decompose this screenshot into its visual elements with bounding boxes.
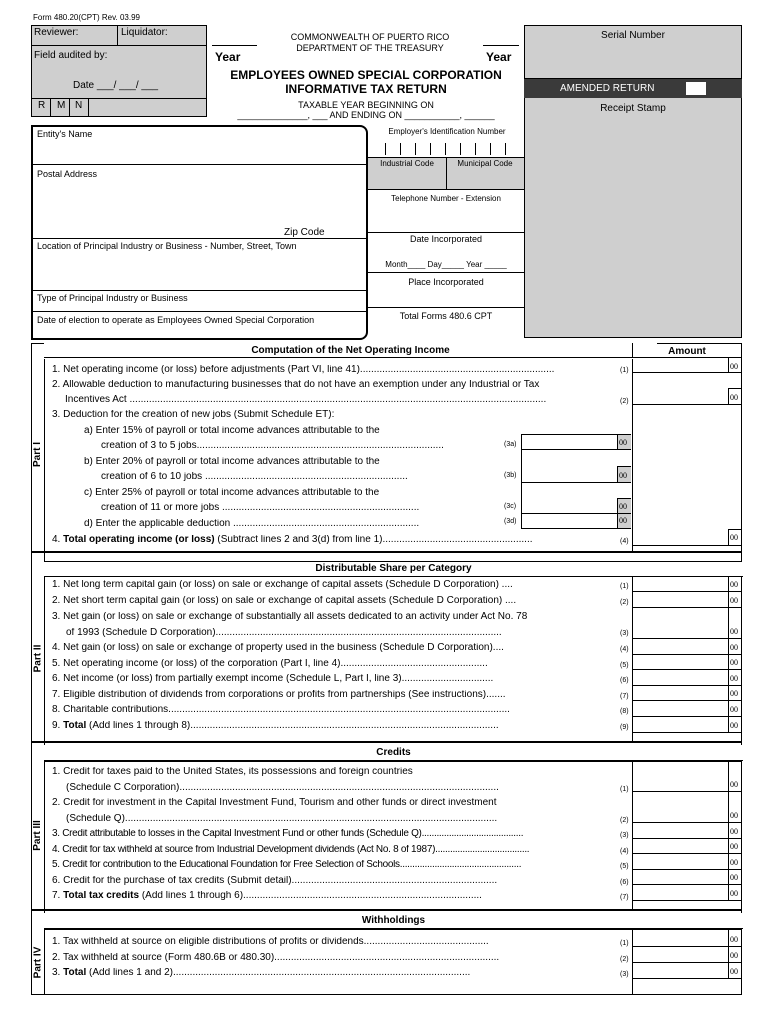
part1-amt1-cents: 00 (730, 362, 738, 371)
part1-3b-field[interactable] (521, 450, 631, 483)
part1-ref1: (1) (620, 367, 629, 374)
date-election-label: Date of election to operate as Employees Owned Special Corporation (37, 315, 315, 325)
month-day-year: Month____ Day_____ Year _____ (385, 260, 507, 269)
part3-line4: 4. Credit for tax withheld at source from Industrial Development dividends (Act No. 8 of 1987)...................................... (52, 845, 530, 855)
part1-ref3b: (3b) (504, 472, 517, 479)
part2-ref5: (5) (620, 662, 629, 669)
part4-line1: 1. Tax withheld at source on eligible distributions of profits or dividends............................................. (52, 937, 489, 947)
part2-ref9: (9) (620, 724, 629, 731)
part2-amount-2[interactable] (633, 592, 727, 607)
part4-amount-3-cents: 00 (730, 967, 738, 976)
part1-ref3c: (3c) (504, 503, 517, 510)
part2-ref7: (7) (620, 693, 629, 700)
part1-line3c1: c) Enter 25% of payroll or total income advances attributable to the (84, 488, 380, 498)
part1-amt4[interactable] (633, 530, 727, 544)
part3-ref3: (3) (620, 832, 629, 839)
part2-line7: 7. Eligible distribution of dividends from corporations or profits from partnerships (See instructions)....... (52, 690, 506, 700)
part2-line8: 8. Charitable contributions........................................................................................................................... (52, 705, 510, 715)
part2-amount-7[interactable] (633, 686, 727, 700)
part3-line1b: (Schedule C Corporation)................................................................................................................... (66, 783, 499, 793)
place-incorporated-label: Place Incorporated (408, 277, 484, 287)
part1-line3d: d) Enter the applicable deduction ................................................................... (84, 519, 420, 529)
part1-side-label: Part I (32, 441, 44, 467)
liquidator-label: Liquidator: (121, 27, 168, 38)
part1-amt4-cents: 00 (730, 533, 738, 542)
part3-amount-3-cents: 00 (730, 827, 738, 836)
part2-amount-2-cents: 00 (730, 596, 738, 605)
year-left: Year (215, 50, 241, 64)
location-label: Location of Principal Industry or Business - Number, Street, Town (37, 241, 297, 251)
r-label: R (38, 100, 46, 111)
taxable-year-dates: ______________, ___ AND ENDING ON ___________, ______ (237, 110, 495, 120)
part3-amount-4-cents: 00 (730, 842, 738, 851)
part1-3a-cents: 00 (619, 438, 627, 447)
part3-amount-7[interactable] (633, 885, 727, 900)
part2-line6: 6. Net income (or loss) from partially exempt income (Schedule L, Part I, line 3)................................. (52, 674, 494, 684)
department-label: DEPARTMENT OF THE TREASURY (296, 43, 444, 53)
part4-ref1: (1) (620, 940, 629, 947)
part2-line5: 5. Net operating income (or loss) of the corporation (Part I, line 4)..................................................... (52, 659, 488, 669)
part2-side-label: Part II (32, 644, 44, 672)
part3-amount-7-cents: 00 (730, 889, 738, 898)
part2-line3a: 3. Net gain (or loss) on sale or exchange of substantially all assets dedicated to an activity under Act No. 78 (52, 612, 528, 622)
part3-title: Credits (44, 745, 743, 761)
part2-amount-1[interactable] (633, 576, 727, 591)
part3-line6: 6. Credit for the purchase of tax credits (Submit detail).......................................................................... (52, 876, 498, 886)
part2-line9: 9. Total (Add lines 1 through 8)............................................................................................................... (52, 721, 499, 731)
part2-amount-1-cents: 00 (730, 580, 738, 589)
part2-amount-3-cents: 00 (730, 627, 738, 636)
zip-code-label: Zip Code (284, 227, 325, 238)
reviewer-label: Reviewer: (34, 27, 79, 38)
part1-line3b2: creation of 6 to 10 jobs ......................................................................... (101, 472, 408, 482)
part2-amount-5-cents: 00 (730, 658, 738, 667)
part2-line1: 1. Net long term capital gain (or loss) on sale or exchange of capital assets (Schedule D Corporation) .... (52, 580, 513, 590)
part2-amount-4[interactable] (633, 639, 727, 654)
part4-line2: 2. Tax withheld at source (Form 480.6B or 480.30)................................................................................. (52, 953, 500, 963)
part2-ref4: (4) (620, 646, 629, 653)
amended-return-label: AMENDED RETURN (560, 83, 655, 94)
telephone-field[interactable] (370, 206, 522, 231)
part3-ref5: (5) (620, 863, 629, 870)
part3-amount-1[interactable] (633, 761, 727, 791)
part3-amount-5[interactable] (633, 854, 727, 869)
part1-ref3d: (3d) (504, 518, 517, 525)
telephone-label: Telephone Number - Extension (391, 194, 501, 203)
part3-amount-5-cents: 00 (730, 858, 738, 867)
part1-3c-cents: 00 (619, 502, 627, 511)
industrial-code-label: Industrial Code (380, 159, 434, 168)
part2-amount-5[interactable] (633, 655, 727, 669)
part3-amount-3[interactable] (633, 823, 727, 838)
part3-line5: 5. Credit for contribution to the Educational Foundation for Free Selection of Schools................................................. (52, 860, 522, 870)
part1-ref2: (2) (620, 398, 629, 405)
date-label: Date ___/ ___/ ___ (73, 80, 159, 91)
date-incorporated-label: Date Incorporated (409, 234, 483, 244)
part2-line4: 4. Net gain (or loss) on sale or exchange of property used in the business (Schedule D Corporation).... (52, 643, 504, 653)
part3-amount-6-cents: 00 (730, 873, 738, 882)
part1-line3b1: b) Enter 20% of payroll or total income advances attributable to the (84, 457, 380, 467)
form-subtitle: INFORMATIVE TAX RETURN (285, 82, 447, 96)
employer-id-label: Employer's Identification Number (388, 127, 506, 136)
part1-line3a1: a) Enter 15% of payroll or total income advances attributable to the (84, 426, 380, 436)
part4-ref3: (3) (620, 971, 629, 978)
part2-amount-8-cents: 00 (730, 705, 738, 714)
form-title: EMPLOYEES OWNED SPECIAL CORPORATION (230, 68, 502, 82)
entity-name-label: Entity's Name (37, 129, 93, 139)
part1-ref4: (4) (620, 538, 629, 545)
part2-amount-6[interactable] (633, 670, 727, 685)
part2-line3b: of 1993 (Schedule D Corporation)....................................................................................................... (66, 628, 502, 638)
amended-return-checkbox[interactable] (686, 82, 706, 95)
part4-title: Withholdings (44, 913, 743, 929)
employer-id-field[interactable] (370, 141, 524, 157)
part1-amt2[interactable] (633, 389, 727, 403)
part1-line2a: 2. Allowable deduction to manufacturing businesses that do not have an exemption under any Industrial or Tax (52, 380, 540, 390)
part2-amount-9[interactable] (633, 717, 727, 732)
part1-3b-cents: 00 (619, 471, 627, 480)
receipt-stamp-label: Receipt Stamp (600, 103, 666, 114)
part3-ref2: (2) (620, 817, 629, 824)
part2-amount-6-cents: 00 (730, 674, 738, 683)
part3-amount-4[interactable] (633, 839, 727, 853)
part2-amount-8[interactable] (633, 701, 727, 716)
form-id: Form 480.20(CPT) Rev. 03.99 (33, 13, 141, 22)
part2-title: Distributable Share per Category (44, 561, 743, 577)
part4-line3: 3. Total (Add lines 1 and 2)........................................................................................................... (52, 968, 471, 978)
part3-side-label: Part III (32, 819, 44, 851)
part1-3d-cents: 00 (619, 516, 627, 525)
part3-ref4: (4) (620, 848, 629, 855)
part2-ref3: (3) (620, 630, 629, 637)
part2-amount-4-cents: 00 (730, 643, 738, 652)
part1-amt2-cents: 00 (730, 393, 738, 402)
part3-amount-6[interactable] (633, 870, 727, 884)
m-label: M (57, 100, 66, 111)
part3-line7: 7. Total tax credits (Add lines 1 through 6)...................................................................................... (52, 891, 482, 901)
municipal-code-label: Municipal Code (457, 159, 513, 168)
part1-line4: 4. Total operating income (or loss) (Subtract lines 2 and 3(d) from line 1)...................................................... (52, 535, 533, 545)
n-label: N (75, 100, 83, 111)
part3-line2b: (Schedule Q)...................................................................................................................................... (66, 814, 498, 824)
part1-line3c2: creation of 11 or more jobs ....................................................................... (101, 503, 420, 513)
field-audited-label: Field audited by: (34, 50, 108, 61)
part2-line2: 2. Net short term capital gain (or loss) on sale or exchange of capital assets (Schedule D Corporation) .... (52, 596, 517, 606)
entity-name-field[interactable] (33, 140, 366, 164)
part4-side-label: Part IV (32, 946, 43, 978)
part4-amount-1-cents: 00 (730, 935, 738, 944)
postal-address-label: Postal Address (37, 169, 98, 179)
serial-number-label: Serial Number (601, 30, 665, 41)
taxable-year-label: TAXABLE YEAR BEGINNING ON (298, 100, 434, 110)
part3-amount-2[interactable] (633, 792, 727, 822)
part1-3d-field[interactable] (521, 514, 631, 529)
location-field[interactable] (33, 252, 366, 290)
part1-title: Computation of the Net Operating Income (44, 343, 657, 359)
part1-3a-field[interactable] (521, 434, 631, 450)
year-right: Year (486, 50, 512, 64)
part2-ref6: (6) (620, 677, 629, 684)
part2-ref2: (2) (620, 599, 629, 606)
part1-line1: 1. Net operating income (or loss) before adjustments (Part VI, line 41)...................................................................... (52, 365, 555, 375)
part3-line3: 3. Credit attributable to losses in the Capital Investment Fund or other funds (Schedule Q)......................................... (52, 829, 524, 839)
part4-ref2: (2) (620, 956, 629, 963)
part3-ref7: (7) (620, 894, 629, 901)
part4-amount-2[interactable] (633, 947, 727, 962)
part3-ref6: (6) (620, 879, 629, 886)
total-forms-label: Total Forms 480.6 CPT (399, 311, 493, 321)
part2-amount-9-cents: 00 (730, 721, 738, 730)
part3-line1a: 1. Credit for taxes paid to the United States, its possessions and foreign countries (52, 767, 413, 777)
receipt-stamp-box (524, 98, 742, 338)
part1-line3: 3. Deduction for the creation of new jobs (Submit Schedule ET): (52, 410, 335, 420)
part2-ref8: (8) (620, 708, 629, 715)
part4-amount-3[interactable] (633, 963, 727, 978)
type-industry-label: Type of Principal Industry or Business (37, 293, 188, 303)
part1-3c-field[interactable] (521, 483, 631, 514)
part1-line3a2: creation of 3 to 5 jobs......................................................................................... (101, 441, 444, 451)
part3-line2a: 2. Credit for investment in the Capital Investment Fund, Tourism and other funds or direct investment (52, 798, 497, 808)
amount-header: Amount (668, 346, 706, 357)
part2-amount-7-cents: 00 (730, 689, 738, 698)
part2-amount-3[interactable] (633, 608, 727, 638)
part3-amount-1-cents: 00 (730, 780, 738, 789)
commonwealth-label: COMMONWEALTH OF PUERTO RICO (290, 32, 450, 42)
part3-amount-2-cents: 00 (730, 811, 738, 820)
part4-amount-1[interactable] (633, 929, 727, 946)
part2-ref1: (1) (620, 583, 629, 590)
part1-line2b: Incentives Act ...................................................................................................................................................... (65, 395, 547, 405)
part4-amount-2-cents: 00 (730, 951, 738, 960)
part1-amt1[interactable] (633, 358, 727, 372)
part3-ref1: (1) (620, 786, 629, 793)
part1-ref3a: (3a) (504, 441, 517, 448)
